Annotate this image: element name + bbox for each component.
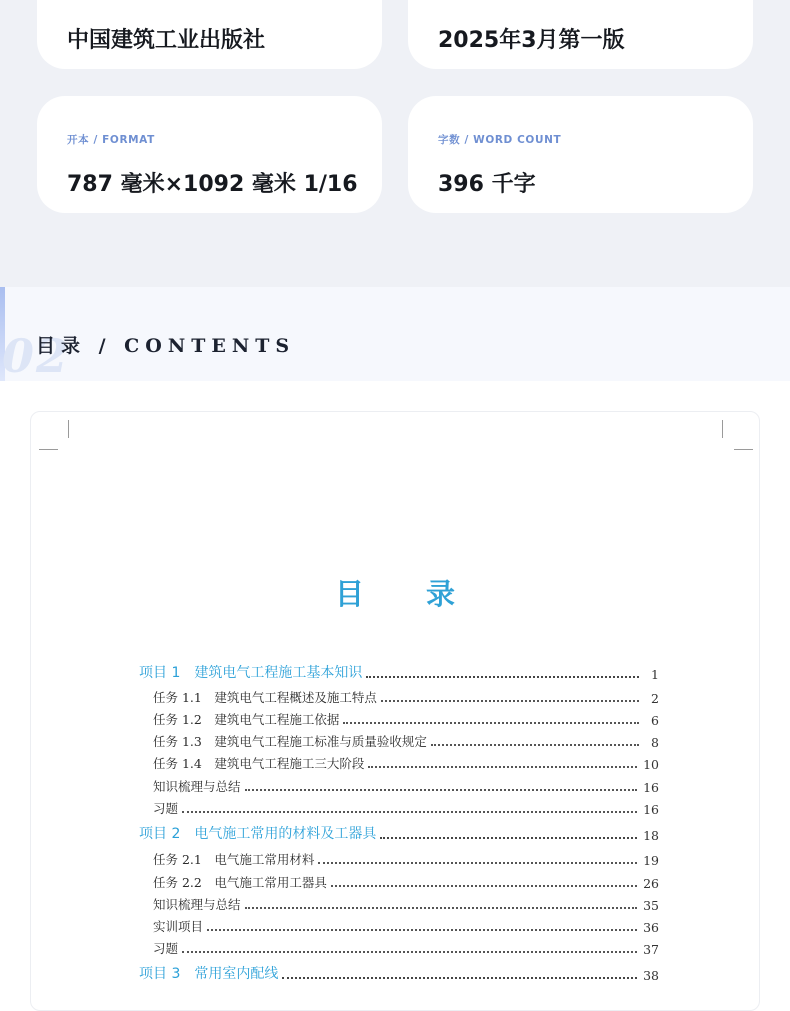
toc-task-entry [139,893,659,913]
toc-project-entry [139,823,659,843]
crop-mark-top-left-horizontal [39,449,58,450]
toc-task-entry [139,775,659,795]
toc-entry-text: 任务 1.2 建筑电气工程施工依据 [153,712,340,727]
word-count-label: 字数 / WORD COUNT [438,134,562,146]
toc-task-entry [139,848,659,868]
toc-task-entry [139,915,659,935]
toc-page-number: 26 [643,876,659,891]
toc-leader-dots [318,862,637,864]
publisher-value: 中国建筑工业出版社 [67,28,266,53]
crop-mark-top-left-vertical [68,420,69,438]
publisher-card [37,0,382,69]
toc-entry-text: 实训项目 [153,919,204,934]
toc-task-entry [139,730,659,750]
toc-leader-dots [381,700,639,702]
toc-page-image [30,411,760,1011]
toc-entry-text: 项目 1 建筑电气工程施工基本知识 [139,665,363,681]
toc-leader-dots [366,676,639,678]
toc-task-entry [139,937,659,957]
toc-leader-dots [282,977,637,979]
toc-task-entry [139,871,659,891]
toc-page-number: 6 [651,713,659,728]
toc-entry-text: 任务 1.3 建筑电气工程施工标准与质量验收规定 [153,734,427,749]
toc-leader-dots [368,766,637,768]
edition-card [408,0,753,69]
toc-task-entry [139,708,659,728]
toc-task-entry [139,686,659,706]
toc-entry-text: 知识梳理与总结 [153,897,241,912]
format-label: 开本 / FORMAT [67,134,155,146]
format-value: 787 毫米×1092 毫米 1/16 [67,172,358,197]
toc-entry-text: 任务 1.4 建筑电气工程施工三大阶段 [153,756,365,771]
toc-page-number: 8 [651,735,659,750]
format-card [37,96,382,213]
toc-entry-text: 项目 3 常用室内配线 [139,966,279,982]
toc-leader-dots [343,722,639,724]
toc-page-number: 36 [643,920,659,935]
info-section [0,0,790,287]
toc-leader-dots [331,885,637,887]
word-count-card [408,96,753,213]
toc-entry-text: 任务 2.1 电气施工常用材料 [153,852,315,867]
word-count-value: 396 千字 [438,172,536,197]
toc-project-entry [139,963,659,983]
toc-entry-text: 项目 2 电气施工常用的材料及工器具 [139,826,377,842]
toc-leader-dots [245,789,638,791]
toc-leader-dots [431,744,639,746]
toc-page-number: 10 [643,757,659,772]
toc-page-number: 16 [643,780,659,795]
crop-mark-top-right-vertical [722,420,723,438]
toc-page-number: 38 [643,968,659,983]
toc-page-number: 1 [651,667,659,682]
toc-leader-dots [380,837,637,839]
toc-leader-dots [245,907,638,909]
section-title: 目录 / CONTENTS [36,335,296,357]
contents-section-header [0,287,790,381]
toc-entry-text: 习题 [153,801,179,816]
toc-entry-text: 知识梳理与总结 [153,779,241,794]
toc-leader-dots [207,929,637,931]
toc-page-number: 19 [643,853,659,868]
section-number: 02 [2,329,71,383]
toc-entry-text: 任务 2.2 电气施工常用工器具 [153,875,327,890]
toc-task-entry [139,752,659,772]
toc-page-number: 18 [643,828,659,843]
toc-page-number: 2 [651,691,659,706]
toc-leader-dots [182,951,637,953]
toc-entry-text: 任务 1.1 建筑电气工程概述及施工特点 [153,690,377,705]
toc-page-number: 37 [643,942,659,957]
toc-page-number: 35 [643,898,659,913]
toc-project-entry [139,662,659,682]
edition-value: 2025年3月第一版 [438,28,625,53]
toc-title: 目 录 [334,577,482,611]
toc-entry-text: 习题 [153,941,179,956]
toc-leader-dots [182,811,637,813]
toc-page-number: 16 [643,802,659,817]
toc-task-entry [139,797,659,817]
crop-mark-top-right-horizontal [734,449,753,450]
